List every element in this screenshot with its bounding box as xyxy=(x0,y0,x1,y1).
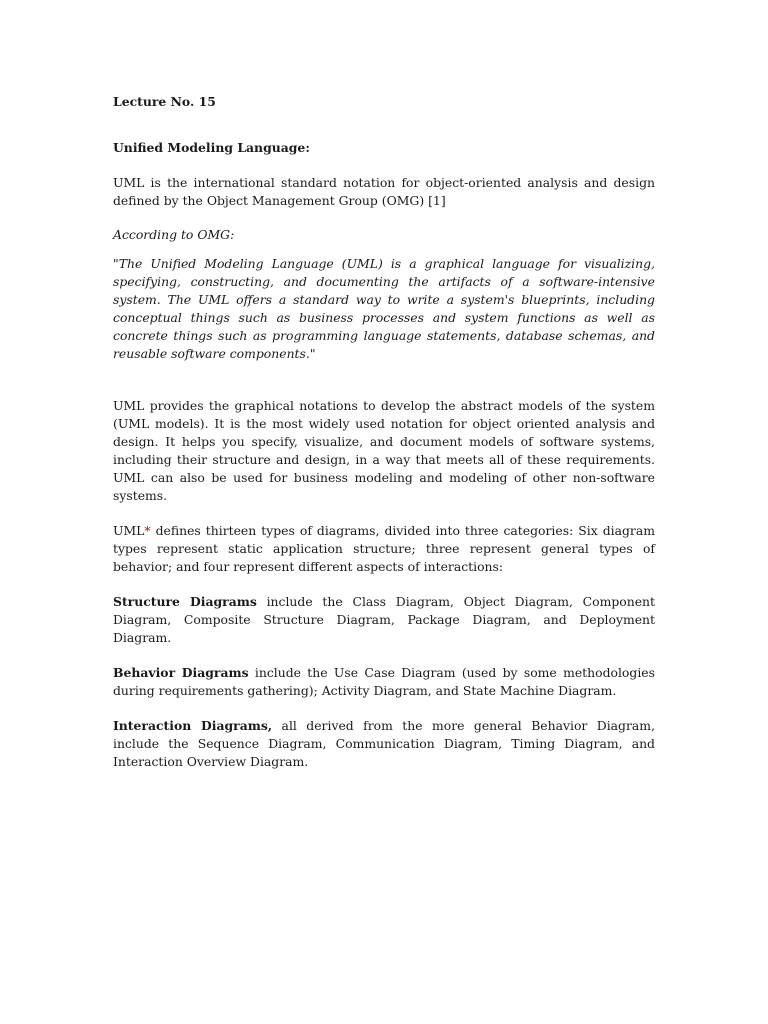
omg-label: According to OMG: xyxy=(113,227,235,242)
behavior-diagrams-term: Behavior Diagrams xyxy=(113,665,249,680)
interaction-diagrams-paragraph xyxy=(113,717,655,771)
footnote-marker[interactable]: * xyxy=(144,523,151,538)
behavior-diagrams-text: include the Use Case Diagram (used by some methodologies during requirements gathering); Activity Diagram, and State Machine Diagram. xyxy=(113,665,655,698)
behavior-diagrams-paragraph xyxy=(113,664,655,700)
interaction-diagrams-text: all derived from the more general Behavior Diagram, include the Sequence Diagram, Communication Diagram, Timing Diagram, and Interaction Overview Diagram. xyxy=(113,718,655,769)
intro-paragraph: UML is the international standard notation for object-oriented analysis and design defined by the Object Management Group (OMG) [1] xyxy=(113,175,655,208)
diagram-types-paragraph xyxy=(113,522,655,576)
structure-diagrams-text: include the Class Diagram, Object Diagram, Component Diagram, Composite Structure Diagram, Package Diagram, and Deployment Diagram. xyxy=(113,594,656,645)
structure-diagrams-paragraph xyxy=(113,593,655,647)
interaction-diagrams-term: Interaction Diagrams, xyxy=(113,718,273,733)
structure-diagrams-term: Structure Diagrams xyxy=(113,594,257,609)
section-heading: Unified Modeling Language: xyxy=(113,140,310,155)
omg-quote: "The Unified Modeling Language (UML) is a graphical language for visualizing, specifying, constructing, and documenting the artifacts of a software-intensive system. The UML offers a standard way to write a system's blueprints, including conceptual things such as business processes and system functions as well as concrete things such as programming language statements, database schemas, and reusable software components." xyxy=(113,256,655,361)
types-rest: defines thirteen types of diagrams, divided into three categories: Six diagram types represent static application structure; three represent general types of behavior; and four represent different aspects of interactions: xyxy=(113,523,655,574)
lecture-title: Lecture No. 15 xyxy=(113,94,216,109)
types-lead: UML xyxy=(113,523,145,538)
document-page xyxy=(113,93,655,771)
overview-paragraph: UML provides the graphical notations to develop the abstract models of the system (UML models). It is the most widely used notation for object oriented analysis and design. It helps you specify, visualize, and document models of software systems, including their structure and design, in a way that meets all of these requirements. UML can also be used for business modeling and modeling of other non-software systems. xyxy=(113,398,655,503)
